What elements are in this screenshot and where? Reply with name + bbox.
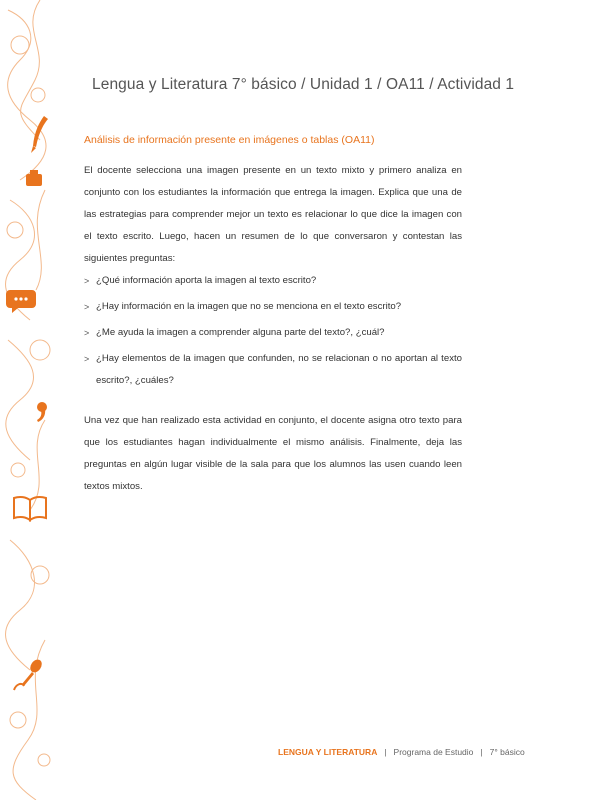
page-footer <box>278 747 525 757</box>
footer-separator: | <box>480 747 483 757</box>
inkwell-icon <box>26 170 42 186</box>
footer-program: Programa de Estudio <box>393 747 474 757</box>
activity-body <box>84 160 462 498</box>
microphone-icon <box>14 657 44 690</box>
question-item <box>84 348 462 392</box>
chevron-right-icon: > <box>84 328 90 338</box>
section-heading: Análisis de información presente en imágenes o tablas (OA11) <box>84 134 375 146</box>
question-text: ¿Me ayuda la imagen a comprender alguna parte del texto?, ¿cuál? <box>96 327 385 338</box>
footer-brand: LENGUA Y LITERATURA <box>278 747 378 757</box>
footer-grade: 7° básico <box>489 747 525 757</box>
chevron-right-icon: > <box>84 354 90 364</box>
question-text: ¿Hay elementos de la imagen que confunden, no se relacionan o no aportan al texto escrito?, ¿cuáles? <box>96 353 462 386</box>
open-book-icon <box>14 497 46 520</box>
question-text: ¿Qué información aporta la imagen al texto escrito? <box>96 275 317 286</box>
closing-paragraph: Una vez que han realizado esta actividad en conjunto, el docente asigna otro texto para que los estudiantes hagan individualmente el mismo análisis. Finalmente, deja las preguntas en algún lugar visible de la sala para que los alumnos las usen cuando leen textos mixtos. <box>84 415 462 492</box>
question-item <box>84 296 462 318</box>
chevron-right-icon: > <box>84 302 90 312</box>
page-title: Lengua y Literatura 7° básico / Unidad 1 / OA11 / Actividad 1 <box>92 76 515 93</box>
intro-paragraph: El docente selecciona una imagen presente en un texto mixto y primero analiza en conjunto con los estudiantes la información que entrega la imagen. Explica que una de las estrategias para comprender mejor un texto es relacionar lo que dice la imagen con el texto escrito. Luego, hacen un resumen de lo que conversaron y contestan las siguientes preguntas: <box>84 165 462 264</box>
speech-bubble-icon <box>6 290 36 313</box>
chevron-right-icon: > <box>84 276 90 286</box>
question-item <box>84 270 462 292</box>
question-item <box>84 322 462 344</box>
footer-separator: | <box>384 747 387 757</box>
question-text: ¿Hay información en la imagen que no se menciona en el texto escrito? <box>96 301 402 312</box>
comma-icon <box>37 402 47 422</box>
decorative-margin <box>0 0 62 800</box>
pen-icon <box>31 116 48 153</box>
